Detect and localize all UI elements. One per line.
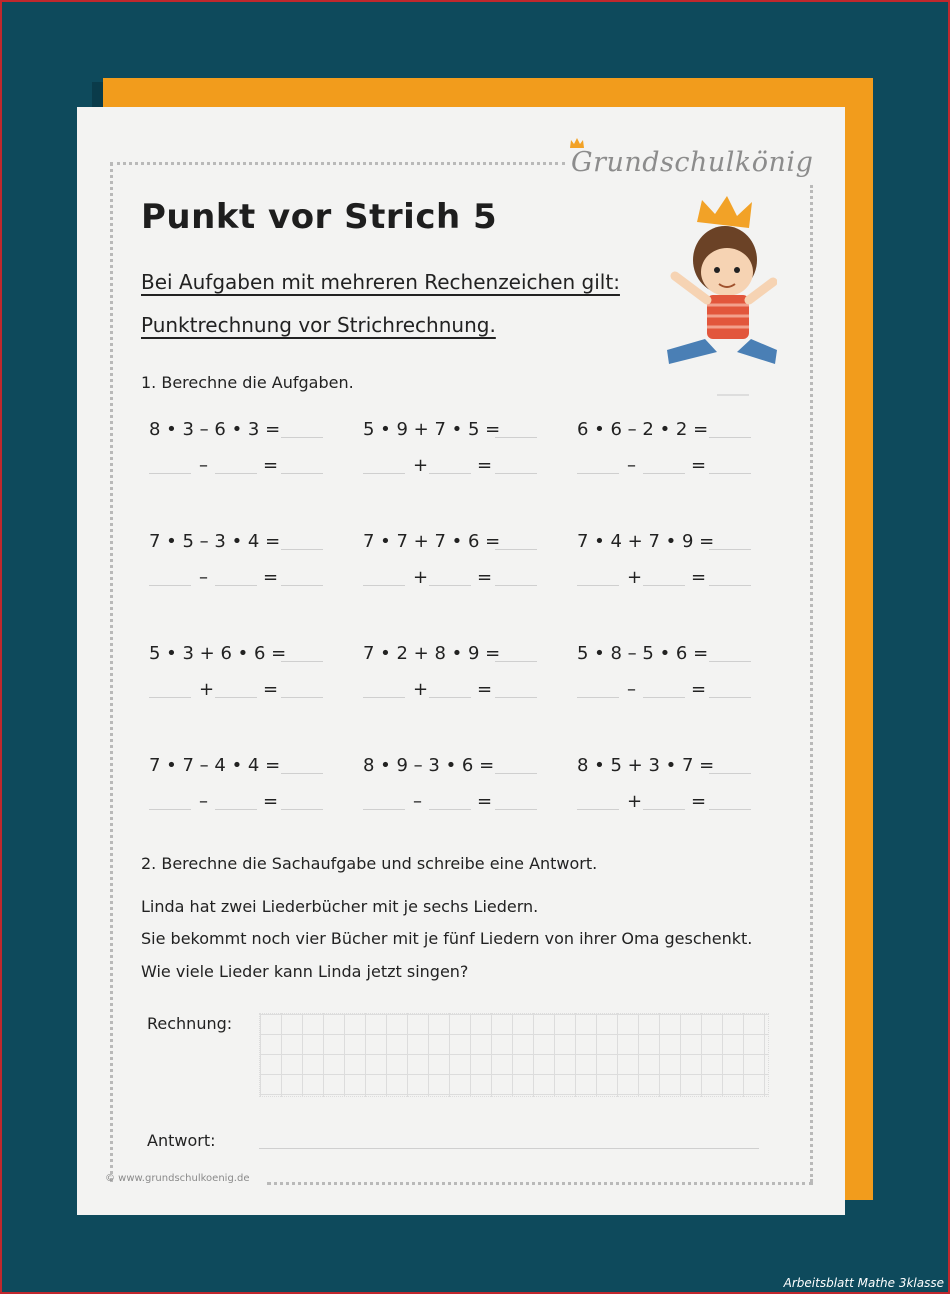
- partial-blank[interactable]: [577, 585, 619, 586]
- calc-label: Rechnung:: [147, 1014, 233, 1033]
- equals-sign: =: [263, 567, 279, 588]
- partial-blank[interactable]: [643, 697, 685, 698]
- partial-blank[interactable]: [577, 697, 619, 698]
- result-blank[interactable]: [281, 585, 323, 586]
- page-title: Punkt vor Strich 5: [141, 197, 498, 237]
- partial-blank[interactable]: [215, 473, 257, 474]
- partial-blank[interactable]: [149, 809, 191, 810]
- story-line-1: Linda hat zwei Liederbücher mit je sechs Liedern.: [141, 897, 539, 916]
- result-blank[interactable]: [495, 437, 537, 438]
- equals-sign: =: [477, 679, 493, 700]
- result-blank[interactable]: [709, 473, 751, 474]
- operator-sign: –: [199, 455, 208, 476]
- dotted-border-left: [110, 162, 113, 1182]
- equals-sign: =: [477, 791, 493, 812]
- calculation-grid[interactable]: [259, 1013, 769, 1097]
- result-blank[interactable]: [495, 773, 537, 774]
- equals-sign: =: [263, 455, 279, 476]
- partial-blank[interactable]: [215, 809, 257, 810]
- rule-line-2: Punktrechnung vor Strichrechnung.: [141, 313, 496, 337]
- partial-blank[interactable]: [429, 585, 471, 586]
- dotted-border-bottom: [267, 1182, 813, 1185]
- exercise-expression: 7 • 2 + 8 • 9 =: [363, 643, 501, 664]
- operator-sign: +: [413, 567, 429, 588]
- dotted-border-right: [810, 185, 813, 1182]
- result-blank[interactable]: [281, 661, 323, 662]
- exercise-expression: 6 • 6 – 2 • 2 =: [577, 419, 709, 440]
- operator-sign: –: [627, 455, 636, 476]
- operator-sign: –: [199, 567, 208, 588]
- equals-sign: =: [691, 791, 707, 812]
- result-blank[interactable]: [495, 809, 537, 810]
- result-blank[interactable]: [709, 809, 751, 810]
- operator-sign: –: [413, 791, 422, 812]
- exercise-expression: 8 • 5 + 3 • 7 =: [577, 755, 715, 776]
- result-blank[interactable]: [281, 773, 323, 774]
- exercise-expression: 7 • 7 + 7 • 6 =: [363, 531, 501, 552]
- equals-sign: =: [263, 791, 279, 812]
- operator-sign: +: [627, 567, 643, 588]
- result-blank[interactable]: [495, 473, 537, 474]
- partial-blank[interactable]: [363, 809, 405, 810]
- task1-heading: 1. Berechne die Aufgaben.: [141, 373, 354, 392]
- answer-line[interactable]: [259, 1148, 759, 1149]
- exercise-expression: 7 • 5 – 3 • 4 =: [149, 531, 281, 552]
- exercise-expression: 5 • 9 + 7 • 5 =: [363, 419, 501, 440]
- partial-blank[interactable]: [577, 809, 619, 810]
- story-line-3: Wie viele Lieder kann Linda jetzt singen?: [141, 962, 469, 981]
- result-blank[interactable]: [495, 549, 537, 550]
- partial-blank[interactable]: [363, 473, 405, 474]
- partial-blank[interactable]: [643, 809, 685, 810]
- boy-with-crown-illustration: [657, 192, 777, 397]
- partial-blank[interactable]: [149, 697, 191, 698]
- equals-sign: =: [263, 679, 279, 700]
- operator-sign: –: [199, 791, 208, 812]
- result-blank[interactable]: [281, 549, 323, 550]
- brand-logo: Grundschulkönig: [571, 147, 814, 178]
- exercise-expression: 8 • 9 – 3 • 6 =: [363, 755, 495, 776]
- watermark: Arbeitsblatt Mathe 3klasse: [783, 1276, 944, 1290]
- result-blank[interactable]: [709, 585, 751, 586]
- copyright: © www.grundschulkoenig.de: [105, 1173, 250, 1184]
- equals-sign: =: [477, 567, 493, 588]
- result-blank[interactable]: [709, 773, 751, 774]
- exercise-expression: 7 • 7 – 4 • 4 =: [149, 755, 281, 776]
- partial-blank[interactable]: [363, 697, 405, 698]
- partial-blank[interactable]: [215, 585, 257, 586]
- equals-sign: =: [691, 567, 707, 588]
- result-blank[interactable]: [281, 809, 323, 810]
- partial-blank[interactable]: [429, 473, 471, 474]
- exercise-expression: 5 • 8 – 5 • 6 =: [577, 643, 709, 664]
- partial-blank[interactable]: [149, 585, 191, 586]
- partial-blank[interactable]: [363, 585, 405, 586]
- result-blank[interactable]: [495, 585, 537, 586]
- operator-sign: +: [413, 455, 429, 476]
- result-blank[interactable]: [495, 661, 537, 662]
- partial-blank[interactable]: [149, 473, 191, 474]
- partial-blank[interactable]: [643, 473, 685, 474]
- equals-sign: =: [477, 455, 493, 476]
- answer-label: Antwort:: [147, 1131, 216, 1150]
- result-blank[interactable]: [709, 697, 751, 698]
- exercise-expression: 7 • 4 + 7 • 9 =: [577, 531, 715, 552]
- partial-blank[interactable]: [429, 697, 471, 698]
- result-blank[interactable]: [495, 697, 537, 698]
- partial-blank[interactable]: [643, 585, 685, 586]
- partial-blank[interactable]: [215, 697, 257, 698]
- result-blank[interactable]: [709, 437, 751, 438]
- rule-line-1: Bei Aufgaben mit mehreren Rechenzeichen gilt:: [141, 270, 620, 294]
- equals-sign: =: [691, 455, 707, 476]
- dotted-border-top: [110, 162, 565, 165]
- exercise-expression: 5 • 3 + 6 • 6 =: [149, 643, 287, 664]
- result-blank[interactable]: [281, 437, 323, 438]
- task2-heading: 2. Berechne die Sachaufgabe und schreibe eine Antwort.: [141, 854, 598, 873]
- equals-sign: =: [691, 679, 707, 700]
- worksheet: [77, 107, 845, 1215]
- story-line-2: Sie bekommt noch vier Bücher mit je fünf Liedern von ihrer Oma geschenkt.: [141, 929, 753, 948]
- operator-sign: +: [627, 791, 643, 812]
- partial-blank[interactable]: [577, 473, 619, 474]
- result-blank[interactable]: [281, 473, 323, 474]
- partial-blank[interactable]: [429, 809, 471, 810]
- result-blank[interactable]: [709, 661, 751, 662]
- result-blank[interactable]: [281, 697, 323, 698]
- exercise-expression: 8 • 3 – 6 • 3 =: [149, 419, 281, 440]
- operator-sign: +: [413, 679, 429, 700]
- result-blank[interactable]: [709, 549, 751, 550]
- operator-sign: +: [199, 679, 215, 700]
- operator-sign: –: [627, 679, 636, 700]
